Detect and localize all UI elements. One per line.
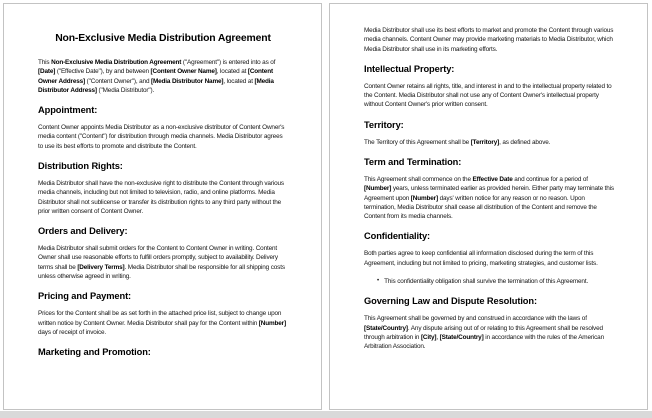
placeholder-token: [State/Country] xyxy=(439,333,484,341)
text-run: , located at xyxy=(223,77,255,85)
text-run: Prices for the Content shall be as set forth in the attached price list, subject to change upon written notice by Content Owner. Media Distributor shall pay for the Content within xyxy=(38,310,282,327)
placeholder-token: [Delivery Terms] xyxy=(77,263,125,271)
paragraph xyxy=(38,244,288,281)
text-run: ("Media Distributor"). xyxy=(96,86,155,94)
section-heading-territory: Territory: xyxy=(364,119,404,130)
paragraph xyxy=(364,175,614,221)
text-run: , located at xyxy=(216,68,248,76)
text-run: Media Distributor shall submit orders for the Content to Content Owner in writing. Content Owner shall use reasonable efforts to fulfill orders promptly, subject to availability. Delivery terms shall be xyxy=(38,245,278,271)
page-2-content xyxy=(330,4,647,351)
section-heading-appointment: Appointment: xyxy=(38,105,98,116)
section-heading-term-and-termination: Term and Termination: xyxy=(364,156,462,167)
bold-text-run: Effective Date xyxy=(472,175,513,183)
placeholder-token: [Number] xyxy=(410,194,438,202)
text-run: . Any dispute arising out of or relating to this Agreement shall be resolved through arbitration in xyxy=(364,324,603,341)
bullet-item xyxy=(364,277,614,286)
section-heading-marketing-and-promotion: Marketing and Promotion: xyxy=(38,347,151,358)
paragraph xyxy=(364,26,614,54)
document-title: Non-Exclusive Media Distribution Agreement xyxy=(55,33,271,44)
paragraph xyxy=(364,138,614,147)
text-run: Content Owner appoints Media Distributor as a non-exclusive distributor of Content Owner's media content ("Content") for distribution through media channels. Media Distributor agrees to use its best efforts to promote and distribute the Content. xyxy=(38,124,285,150)
bullet-icon: • xyxy=(377,277,380,284)
paragraph xyxy=(38,309,288,337)
text-run: days of receipt of invoice. xyxy=(38,328,107,336)
paragraph xyxy=(364,82,614,110)
section-heading-distribution-rights: Distribution Rights: xyxy=(38,160,123,171)
text-run: ("Agreement") is entered into as of xyxy=(181,59,276,66)
text-run: Both parties agree to keep confidential all information disclosed during the term of this Agreement, including but not limited to pricing, marketing strategies, and customer lists. xyxy=(364,250,598,267)
bold-text-run: Non-Exclusive Media Distribution Agreement xyxy=(51,59,182,66)
text-run: Media Distributor shall use its best efforts to market and promote the Content through various media channels. Content Owner may provide marketing materials to Media Distributor, which Media Distributor shall use in its marketing efforts. xyxy=(364,27,614,53)
paragraph xyxy=(38,179,288,216)
paragraph xyxy=(38,58,288,95)
placeholder-token: [Media Distributor Name] xyxy=(150,77,224,85)
text-run: This xyxy=(38,59,52,66)
page-1 xyxy=(3,3,322,410)
placeholder-token: [State/Country] xyxy=(364,324,408,332)
placeholder-token: [Territory] xyxy=(470,138,500,146)
section-heading-confidentiality: Confidentiality: xyxy=(364,231,431,242)
placeholder-token: [Date] xyxy=(38,68,56,76)
text-run: This confidentiality obligation shall survive the termination of this Agreement. xyxy=(384,277,589,285)
page-2 xyxy=(329,3,648,410)
text-run: The Territory of this Agreement shall be xyxy=(364,138,471,146)
paragraph xyxy=(38,123,288,151)
text-run: Media Distributor shall have the non-exclusive right to distribute the Content through various media channels, including but not limited to television, radio, and online platforms. Media Distributor shall not sublicense or transfer its distribution rights to any third party without the prior written consent of Content Owner. xyxy=(38,179,284,215)
placeholder-token: [City] xyxy=(420,333,437,341)
text-run: in accordance with the rules of the American Arbitration Association. xyxy=(364,333,604,351)
section-heading-orders-and-delivery: Orders and Delivery: xyxy=(38,226,128,237)
bullet-text xyxy=(384,277,588,286)
text-run: years, unless terminated earlier as provided herein. Either party may terminate this Agreement upon xyxy=(364,185,614,202)
section-heading-pricing-and-payment: Pricing and Payment: xyxy=(38,291,132,302)
text-run: This Agreement shall be governed by and construed in accordance with the laws of xyxy=(364,315,587,323)
text-run: ("Content Owner"), and xyxy=(85,77,151,85)
section-heading-intellectual-property: Intellectual Property: xyxy=(364,63,455,74)
text-run: ("Effective Date"), by and between xyxy=(55,68,151,76)
canvas-background-strip xyxy=(0,411,652,418)
section-heading-governing-law-and-dispute-resolution: Governing Law and Dispute Resolution: xyxy=(364,296,537,307)
text-run: Content Owner retains all rights, title, and interest in and to the intellectual property related to the Content. Media Distributor shall not use any of Content Owner's intellectual property without Content Owner's prior written consent. xyxy=(364,82,612,109)
document-pages xyxy=(3,3,648,410)
placeholder-token: [Number] xyxy=(258,319,286,327)
placeholder-token: [Number] xyxy=(364,185,392,193)
page-1-content xyxy=(4,4,321,357)
paragraph xyxy=(364,314,614,351)
placeholder-token: [Media Distributor Address] xyxy=(38,77,274,94)
paragraph xyxy=(364,249,614,268)
text-run: and continue for a period of xyxy=(512,175,588,183)
text-run: , as defined above. xyxy=(499,138,551,146)
text-run: days' written notice for any reason or no reason. Upon termination, Media Distributor shall cease all distribution of the Content and remove the Content from its media channels. xyxy=(364,194,597,221)
placeholder-token: [Content Owner Name] xyxy=(150,68,217,76)
placeholder-token: [Content Owner Address] xyxy=(38,68,273,85)
text-run: . Media Distributor shall be responsible for all shipping costs unless otherwise agreed in writing. xyxy=(38,263,285,280)
text-run: This Agreement shall commence on the xyxy=(364,175,473,183)
text-run: , xyxy=(436,333,440,341)
